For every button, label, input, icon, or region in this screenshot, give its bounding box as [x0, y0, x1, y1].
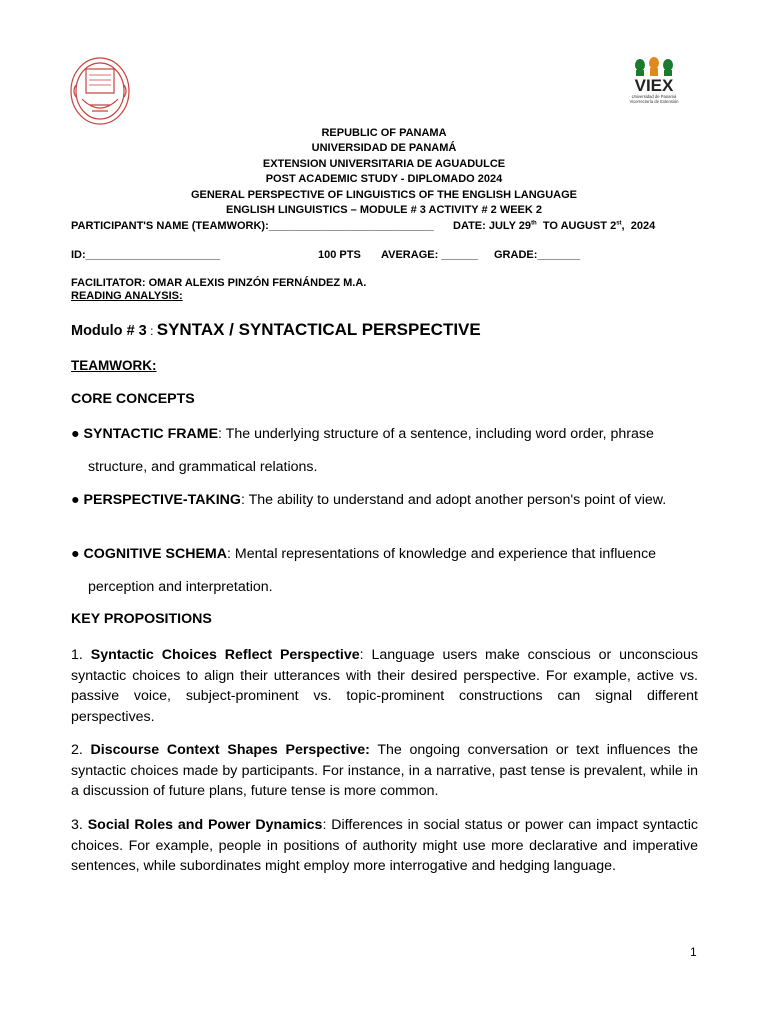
proposition-number: 1. [71, 647, 83, 663]
proposition-text: The ongoing conversation or text influences the syntactic choices made by participants. For instance, in a narrative, past tense is prevalent, while in a discussion of future plans, future tense is more common. [71, 742, 698, 799]
header-module-line: ENGLISH LINGUISTICS – MODULE # 3 ACTIVITY # 2 WEEK 2 [226, 204, 542, 216]
viex-logo [618, 55, 690, 107]
grade-field: GRADE:_______ [494, 249, 581, 261]
concept-text: : Mental representations of knowledge and experience that influence [227, 546, 657, 562]
concept-term: COGNITIVE SCHEMA [83, 546, 227, 562]
university-seal-logo [68, 55, 132, 127]
reading-analysis-label: READING ANALYSIS: [71, 290, 183, 302]
core-concepts-heading: CORE CONCEPTS [71, 391, 195, 407]
proposition-1 [71, 645, 698, 727]
svg-text:Universidad de Panamá: Universidad de Panamá [631, 94, 677, 99]
proposition-text: : Differences in social status or power can impact syntactic choices. For example, people in positions of authority might use more declarative and imperative sentences, while subordinates might employ more interrogative and hedging language. [71, 817, 698, 874]
points-label: 100 PTS [318, 249, 361, 261]
date-prefix: DATE: JULY 29 [453, 220, 532, 232]
bullet: ● [71, 492, 80, 508]
module-title [71, 320, 481, 340]
bullet: ● [71, 546, 80, 562]
date-end: , 2024 [621, 220, 656, 232]
participant-name-field: PARTICIPANT'S NAME (TEAMWORK):___________________________ [71, 220, 434, 232]
proposition-number: 3. [71, 817, 83, 833]
teamwork-label: TEAMWORK: [71, 358, 157, 373]
header-university: UNIVERSIDAD DE PANAMÁ [311, 142, 457, 154]
module-heading: SYNTAX / SYNTACTICAL PERSPECTIVE [156, 320, 481, 339]
svg-text:Vicerrectoría de Extensión: Vicerrectoría de Extensión [629, 99, 679, 104]
average-field: AVERAGE: ______ [381, 249, 479, 261]
facilitator-line: FACILITATOR: OMAR ALEXIS PINZÓN FERNÁNDEZ M.A. [71, 277, 367, 289]
header-post-study: POST ACADEMIC STUDY - DIPLOMADO 2024 [265, 173, 503, 185]
date-range [453, 220, 655, 232]
module-label: Modulo # 3 [71, 323, 147, 339]
concept-text: : The ability to understand and adopt another person's point of view. [240, 492, 667, 508]
proposition-term: Discourse Context Shapes Perspective: [90, 742, 370, 758]
proposition-text: : Language users make conscious or unconscious syntactic choices to align their utterances with their desired perspective. For example, active vs. passive voice, subject-prominent vs. topic-prominent constructions can signal different perspectives. [71, 647, 698, 725]
svg-text:VIEX: VIEX [634, 76, 674, 95]
proposition-term: Syntactic Choices Reflect Perspective [90, 647, 360, 663]
header-extension: EXTENSION UNIVERSITARIA DE AGUADULCE [262, 158, 506, 170]
header-course-title: GENERAL PERSPECTIVE OF LINGUISTICS OF THE ENGLISH LANGUAGE [190, 189, 578, 201]
concept-cognitive-schema [71, 544, 698, 565]
concept-perspective-taking [71, 490, 698, 511]
id-field: ID:______________________ [71, 249, 221, 261]
date-sup-2: st [616, 220, 622, 227]
header-republic: REPUBLIC OF PANAMA [321, 127, 447, 139]
concept-text: : The underlying structure of a sentence, including word order, phrase [218, 426, 654, 442]
concept-term: SYNTACTIC FRAME [83, 426, 219, 442]
module-colon: : [146, 324, 157, 338]
proposition-number: 2. [71, 742, 83, 758]
concept-syntactic-frame [71, 424, 698, 445]
proposition-2 [71, 740, 698, 802]
page-number: 1 [690, 945, 697, 959]
date-sup-1: th [531, 220, 537, 227]
bullet: ● [71, 426, 80, 442]
proposition-3 [71, 815, 698, 877]
concept-syntactic-frame-cont: structure, and grammatical relations. [88, 459, 318, 475]
concept-term: PERSPECTIVE-TAKING [83, 492, 241, 508]
key-propositions-heading: KEY PROPOSITIONS [71, 611, 212, 627]
date-mid: TO AUGUST 2 [536, 220, 617, 232]
proposition-term: Social Roles and Power Dynamics [87, 817, 323, 833]
concept-cognitive-schema-cont: perception and interpretation. [88, 579, 273, 595]
